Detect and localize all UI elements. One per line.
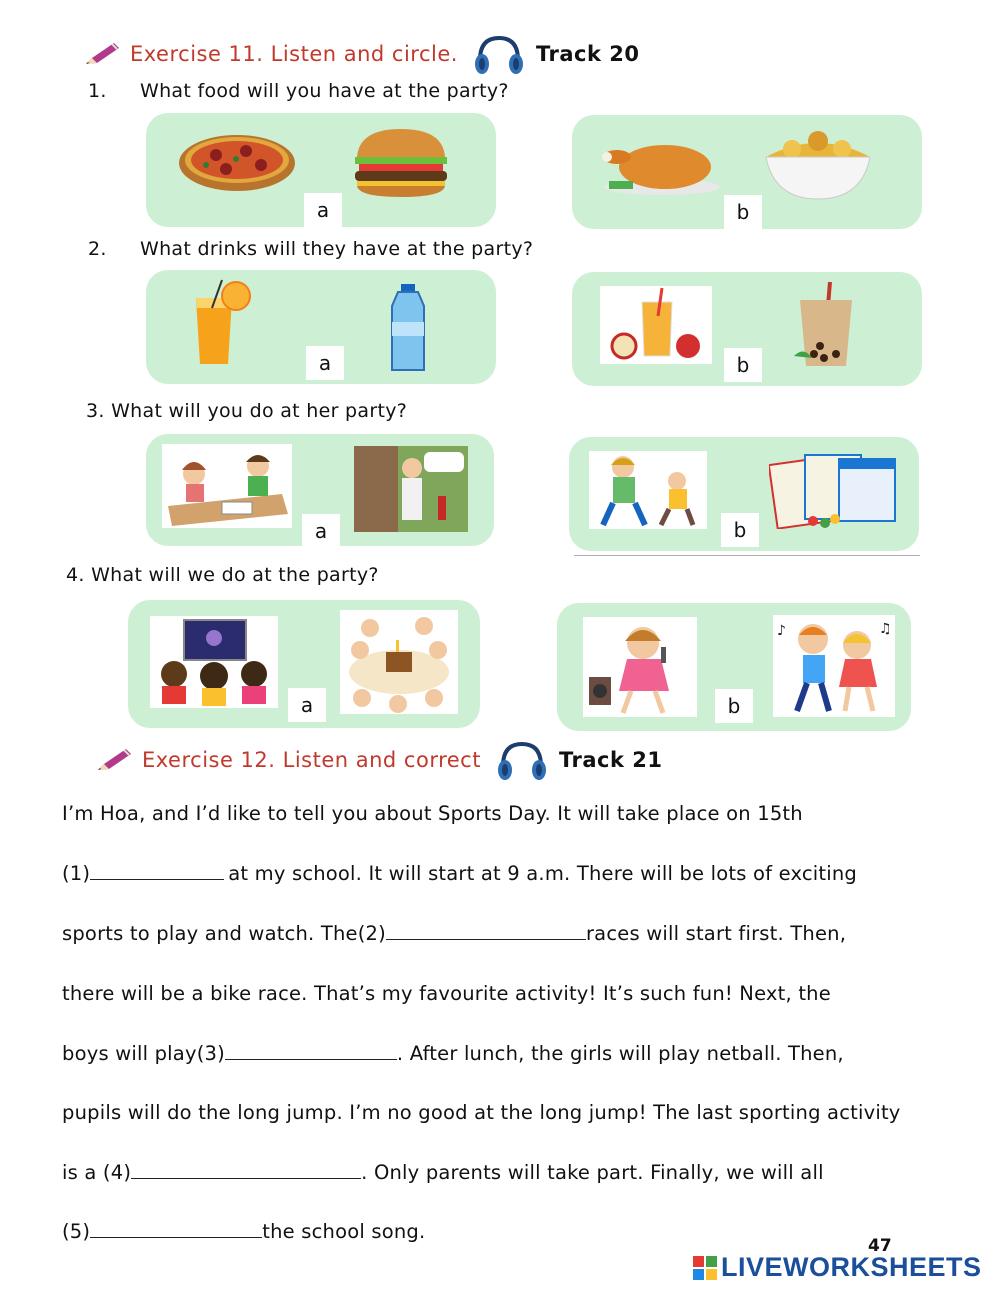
q2-option-b-label[interactable]: b — [724, 348, 762, 382]
passage-line-2: (1) at my school. It will start at 9 a.m. There will be lots of exciting — [62, 862, 857, 885]
pencil-icon — [82, 40, 122, 68]
hide-and-seek-image — [354, 446, 468, 532]
passage-line-7: is a (4) . Only parents will take part. Finally, we will all — [62, 1161, 824, 1184]
passage-line-4: there will be a bike race. That’s my favourite activity! It’s such fun! Next, the — [62, 982, 831, 1005]
orange-juice-image — [182, 278, 258, 368]
girl-singing-image-frame — [583, 617, 697, 717]
blank-4-input[interactable] — [131, 1161, 361, 1179]
kids-drawing-image-frame — [162, 444, 292, 528]
q3-option-a-card[interactable] — [146, 434, 494, 546]
blank-2-input[interactable] — [386, 922, 586, 940]
watching-tv-image-frame — [150, 616, 278, 708]
q3-option-b-card[interactable] — [569, 437, 919, 551]
exercise-11-label: Exercise 11. Listen and circle. — [130, 42, 458, 66]
q4-option-a-card[interactable] — [128, 600, 480, 728]
exercise-12-title — [94, 738, 662, 782]
passage-line-6: pupils will do the long jump. I’m no good at the long jump! The last sporting activity — [62, 1101, 901, 1124]
svg-text:♫: ♫ — [879, 621, 892, 637]
q1-option-a-label[interactable]: a — [304, 193, 342, 227]
pencil-icon — [94, 746, 134, 774]
water-bottle-image — [384, 282, 432, 374]
watching-tv-image — [150, 616, 278, 708]
blank-3-input[interactable] — [225, 1042, 397, 1060]
chips-bowl-image — [762, 123, 874, 203]
passage-line-5: boys will play(3) . After lunch, the girls will play netball. Then, — [62, 1042, 844, 1065]
q1-option-b-label[interactable]: b — [724, 195, 762, 229]
track-21-label: Track 21 — [558, 748, 663, 772]
kids-playing-image — [589, 451, 707, 529]
burger-image — [349, 125, 453, 199]
kids-dancing-image-frame — [773, 615, 895, 717]
question-2-text: What drinks will they have at the party? — [140, 238, 534, 260]
passage-line-8: (5) the school song. — [62, 1220, 426, 1243]
kids-dancing-image — [773, 615, 895, 717]
q4-option-b-card[interactable] — [557, 603, 911, 731]
blank-1-input[interactable] — [90, 862, 224, 880]
track-20-label: Track 20 — [535, 42, 640, 66]
headphones-icon — [495, 738, 549, 782]
hide-and-seek-image-frame — [354, 446, 468, 532]
svg-text:♪: ♪ — [777, 623, 786, 639]
headphones-icon — [472, 32, 526, 76]
q1-option-a-card[interactable] — [146, 113, 496, 227]
question-3: 3. What will you do at her party? — [86, 400, 408, 422]
q2-option-a-label[interactable]: a — [306, 346, 344, 380]
kids-playing-image-frame — [589, 451, 707, 529]
question-4: 4. What will we do at the party? — [66, 564, 379, 586]
logo-text: LIVEWORKSHEETS — [721, 1252, 982, 1282]
birthday-party-image — [340, 610, 458, 714]
divider-line — [574, 555, 920, 556]
birthday-party-image-frame — [340, 610, 458, 714]
girl-singing-image — [583, 617, 697, 717]
exercise-11-title — [82, 32, 639, 76]
q4-option-a-label[interactable]: a — [288, 688, 326, 722]
passage-line-1: I’m Hoa, and I’d like to tell you about Sports Day. It will take place on 15th — [62, 802, 803, 825]
page-number: 47 — [868, 1236, 892, 1256]
liveworksheets-logo[interactable] — [692, 1252, 982, 1283]
passage-line-3: sports to play and watch. The(2) races will start first. Then, — [62, 922, 847, 945]
kids-drawing-image — [162, 444, 292, 528]
apple-juice-image — [600, 286, 712, 364]
question-1: 1. What food will you have at the party? — [88, 80, 509, 102]
q3-option-b-label[interactable]: b — [721, 513, 759, 547]
blank-5-input[interactable] — [90, 1220, 262, 1238]
liveworksheets-logo-icon — [692, 1255, 718, 1281]
q1-option-b-card[interactable] — [572, 115, 922, 229]
pizza-image — [176, 123, 298, 193]
roast-chicken-image — [597, 135, 727, 197]
question-3-text: What will you do at her party? — [111, 400, 408, 422]
exercise-12-label: Exercise 12. Listen and correct — [142, 748, 481, 772]
q3-option-a-label[interactable]: a — [302, 514, 340, 548]
q2-option-b-card[interactable] — [572, 272, 922, 386]
bubble-tea-image — [790, 282, 862, 368]
bingo-cards-image — [769, 451, 899, 529]
question-4-text: What will we do at the party? — [91, 564, 379, 586]
question-2: 2. What drinks will they have at the party? — [88, 238, 534, 260]
q2-option-a-card[interactable] — [146, 270, 496, 384]
q4-option-b-label[interactable]: b — [715, 689, 753, 723]
question-1-text: What food will you have at the party? — [140, 80, 509, 102]
apple-juice-image-frame — [600, 286, 712, 364]
